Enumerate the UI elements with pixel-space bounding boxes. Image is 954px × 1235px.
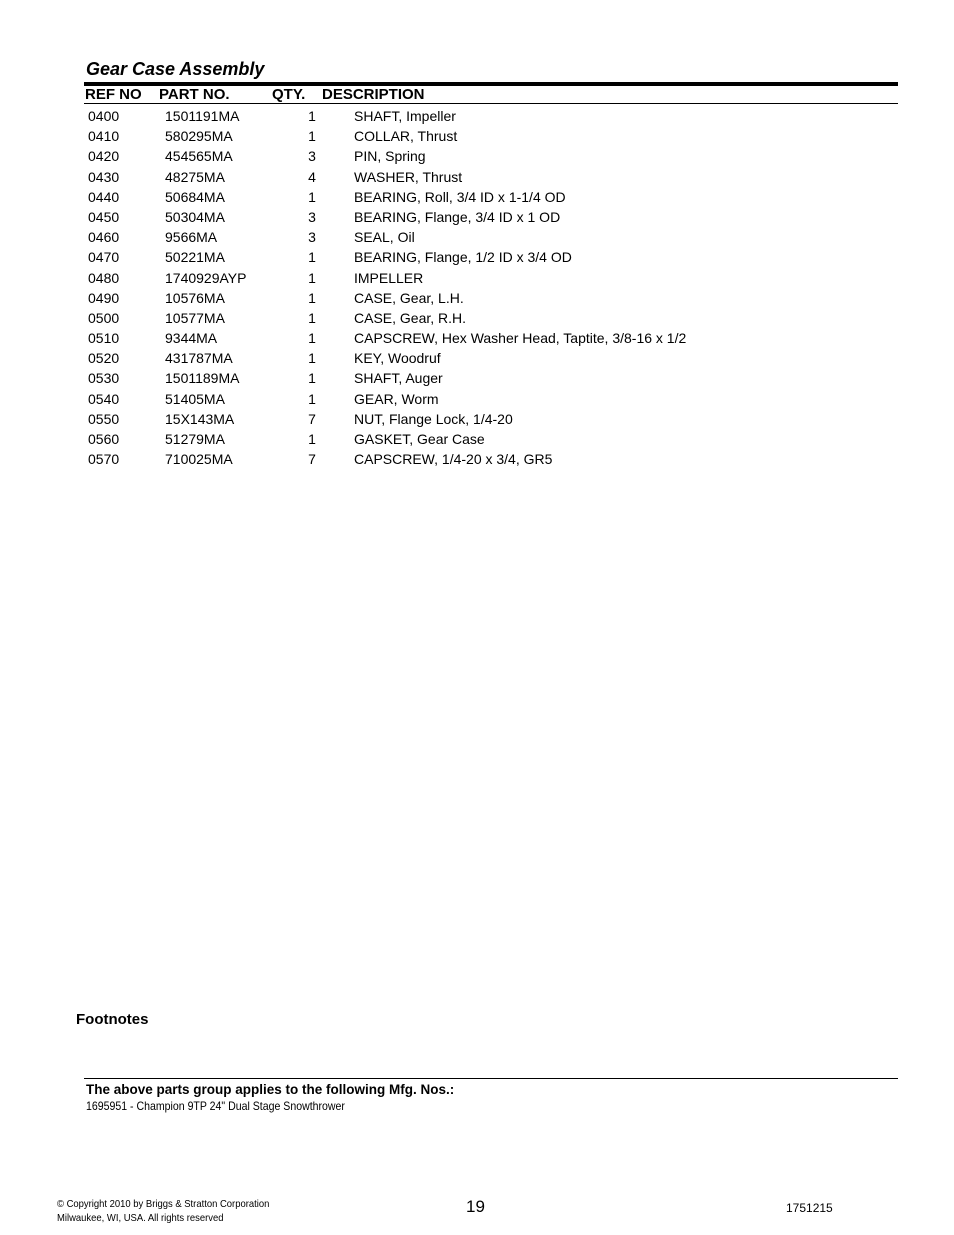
- document-number: 1751215: [786, 1201, 833, 1215]
- qty-cell: 1: [308, 188, 316, 205]
- table-row: [84, 126, 898, 146]
- description-cell: GASKET, Gear Case: [354, 431, 485, 447]
- part-no-cell: 710025MA: [165, 451, 233, 468]
- qty-cell: 1: [308, 330, 316, 347]
- ref-no-cell: 0400: [88, 108, 120, 124]
- footnotes-heading: Footnotes: [76, 1011, 149, 1028]
- ref-no-cell: 0460: [88, 229, 120, 246]
- ref-no-cell: 0550: [88, 410, 120, 427]
- qty-cell: 1: [308, 431, 316, 447]
- description-cell: SHAFT, Auger: [354, 370, 443, 387]
- mfg-heading: The above parts group applies to the following Mfg. Nos.:: [86, 1082, 455, 1097]
- ref-no-cell: 0570: [88, 451, 120, 468]
- table-row: [84, 389, 898, 409]
- table-row: [84, 368, 898, 388]
- ref-no-cell: 0500: [88, 309, 120, 326]
- description-cell: GEAR, Worm: [354, 390, 439, 407]
- description-cell: CAPSCREW, Hex Washer Head, Taptite, 3/8-16 x 1/2: [354, 330, 687, 347]
- table-row: [84, 308, 898, 328]
- description-cell: PIN, Spring: [354, 148, 426, 165]
- table-header: [84, 86, 898, 104]
- part-no-cell: 9566MA: [165, 229, 218, 246]
- table-row: [84, 146, 898, 166]
- ref-no-cell: 0430: [88, 168, 120, 185]
- description-cell: CASE, Gear, R.H.: [354, 309, 467, 326]
- qty-cell: 1: [308, 128, 316, 145]
- page-number: 19: [466, 1197, 485, 1216]
- qty-cell: 1: [308, 309, 316, 326]
- parts-table: [84, 106, 898, 469]
- table-row: [84, 106, 898, 126]
- ref-no-cell: 0530: [88, 370, 120, 387]
- header-ref-no: REF NO: [85, 86, 142, 103]
- description-cell: BEARING, Flange, 1/2 ID x 3/4 OD: [354, 249, 572, 266]
- description-cell: SEAL, Oil: [354, 229, 415, 246]
- qty-cell: 3: [308, 208, 316, 225]
- table-row: [84, 227, 898, 247]
- qty-cell: 1: [308, 269, 316, 286]
- part-no-cell: 51405MA: [165, 390, 225, 407]
- header-qty: QTY.: [272, 86, 306, 103]
- description-cell: IMPELLER: [354, 269, 424, 286]
- part-no-cell: 1501189MA: [165, 370, 240, 387]
- qty-cell: 1: [308, 108, 316, 124]
- ref-no-cell: 0560: [88, 431, 120, 447]
- part-no-cell: 454565MA: [165, 148, 233, 165]
- description-cell: CAPSCREW, 1/4-20 x 3/4, GR5: [354, 451, 553, 468]
- table-row: [84, 429, 898, 449]
- copyright-line: Milwaukee, WI, USA. All rights reserved: [57, 1212, 224, 1224]
- description-cell: WASHER, Thrust: [354, 168, 463, 185]
- table-row: [84, 328, 898, 348]
- part-no-cell: 9344MA: [165, 330, 218, 347]
- description-cell: NUT, Flange Lock, 1/4-20: [354, 410, 513, 427]
- section-title: Gear Case Assembly: [86, 59, 265, 79]
- header-rule: [84, 103, 898, 104]
- ref-no-cell: 0490: [88, 289, 120, 306]
- ref-no-cell: 0540: [88, 390, 120, 407]
- qty-cell: 1: [308, 350, 316, 367]
- ref-no-cell: 0480: [88, 269, 120, 286]
- part-no-cell: 1740929AYP: [165, 269, 247, 286]
- part-no-cell: 580295MA: [165, 128, 233, 145]
- qty-cell: 1: [308, 390, 316, 407]
- header-description: DESCRIPTION: [322, 86, 425, 103]
- qty-cell: 7: [308, 410, 316, 427]
- description-cell: BEARING, Roll, 3/4 ID x 1-1/4 OD: [354, 188, 566, 205]
- part-no-cell: 50221MA: [165, 249, 225, 266]
- copyright-line: © Copyright 2010 by Briggs & Stratton Corporation: [57, 1198, 270, 1210]
- description-cell: KEY, Woodruf: [354, 350, 441, 367]
- table-row: [84, 449, 898, 469]
- qty-cell: 3: [308, 148, 316, 165]
- part-no-cell: 15X143MA: [165, 410, 235, 427]
- part-no-cell: 1501191MA: [165, 108, 240, 124]
- mfg-item: 1695951 - Champion 9TP 24" Dual Stage Snowthrower: [86, 1099, 345, 1113]
- header-part-no: PART NO.: [159, 86, 230, 103]
- mfg-rule: [84, 1078, 898, 1079]
- ref-no-cell: 0450: [88, 208, 120, 225]
- table-row: [84, 409, 898, 429]
- ref-no-cell: 0420: [88, 148, 120, 165]
- part-no-cell: 48275MA: [165, 168, 225, 185]
- description-cell: BEARING, Flange, 3/4 ID x 1 OD: [354, 208, 561, 225]
- part-no-cell: 50684MA: [165, 188, 225, 205]
- part-no-cell: 10577MA: [165, 309, 225, 326]
- description-cell: COLLAR, Thrust: [354, 128, 458, 145]
- description-cell: SHAFT, Impeller: [354, 108, 456, 124]
- qty-cell: 7: [308, 451, 316, 468]
- table-row: [84, 207, 898, 227]
- part-no-cell: 51279MA: [165, 431, 225, 447]
- description-cell: CASE, Gear, L.H.: [354, 289, 464, 306]
- table-row: [84, 187, 898, 207]
- ref-no-cell: 0440: [88, 188, 120, 205]
- ref-no-cell: 0510: [88, 330, 120, 347]
- ref-no-cell: 0410: [88, 128, 120, 145]
- qty-cell: 1: [308, 249, 316, 266]
- part-no-cell: 10576MA: [165, 289, 225, 306]
- table-row: [84, 348, 898, 368]
- part-no-cell: 431787MA: [165, 350, 233, 367]
- table-row: [84, 247, 898, 267]
- qty-cell: 4: [308, 168, 316, 185]
- qty-cell: 3: [308, 229, 316, 246]
- qty-cell: 1: [308, 370, 316, 387]
- part-no-cell: 50304MA: [165, 208, 225, 225]
- copyright: [57, 1197, 269, 1225]
- table-row: [84, 288, 898, 308]
- ref-no-cell: 0470: [88, 249, 120, 266]
- table-row: [84, 268, 898, 288]
- table-row: [84, 167, 898, 187]
- qty-cell: 1: [308, 289, 316, 306]
- ref-no-cell: 0520: [88, 350, 120, 367]
